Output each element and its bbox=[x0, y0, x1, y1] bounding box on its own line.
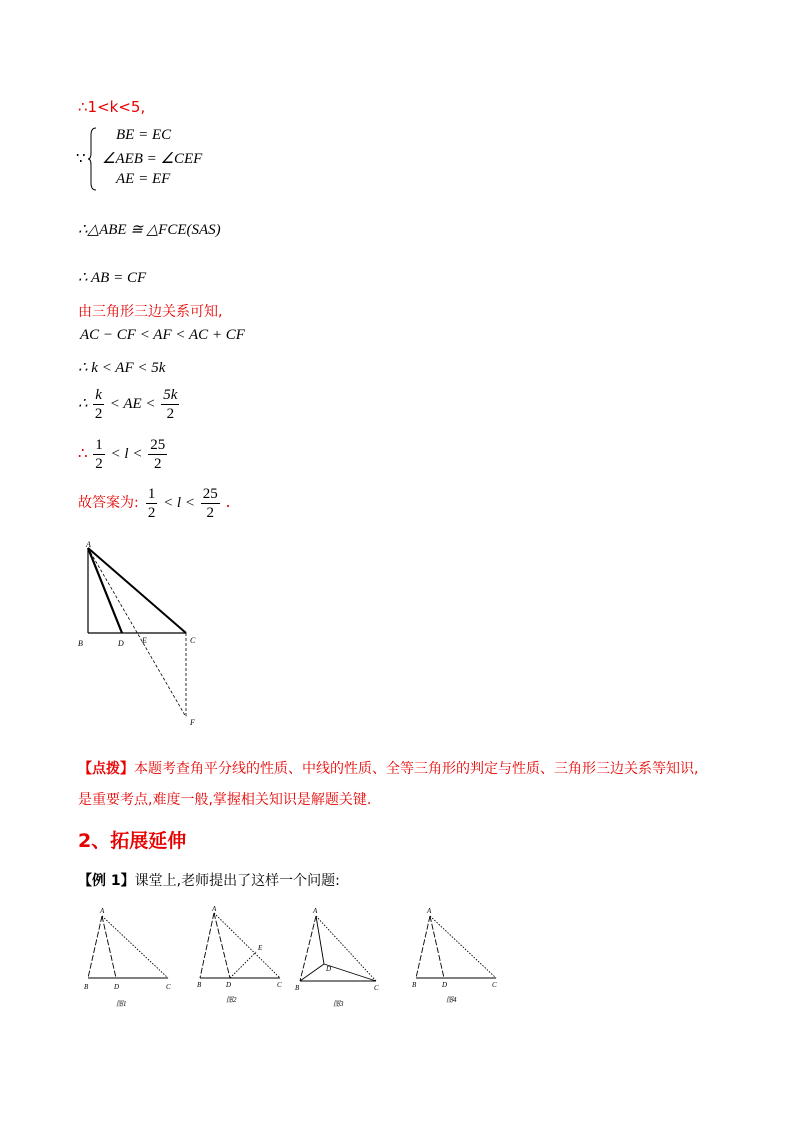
svg-text:C: C bbox=[492, 981, 497, 989]
caption-1: 图1 bbox=[116, 1000, 127, 1008]
inequality-3: ∴ $\frac{k}{2}$ < AE < $\frac{5k}{2}$ bbox=[78, 387, 178, 422]
equation-system bbox=[76, 125, 216, 193]
label-B: B bbox=[78, 639, 83, 648]
section-title: 2、拓展延伸 bbox=[78, 830, 187, 852]
caption-4: 图4 bbox=[446, 996, 457, 1004]
svg-text:A: A bbox=[212, 905, 217, 913]
system-eq-3: AE = EF bbox=[116, 171, 171, 187]
figure-2 bbox=[200, 913, 280, 978]
svg-text:A: A bbox=[427, 907, 432, 915]
svg-text:B: B bbox=[197, 981, 202, 989]
label-C: C bbox=[190, 636, 196, 645]
congruence-line: ∴△ABE ≅ △FCE(SAS) bbox=[78, 222, 221, 238]
figure-4 bbox=[416, 916, 496, 978]
caption-2: 图2 bbox=[226, 996, 237, 1004]
left-brace bbox=[88, 127, 98, 191]
frac-den: 2 bbox=[166, 406, 175, 422]
system-eq-1: BE = EC bbox=[116, 127, 172, 143]
caption-3: 图3 bbox=[333, 1000, 344, 1008]
hint-paragraph-2: 是重要考点,难度一般,掌握相关知识是解题关键. bbox=[78, 792, 372, 808]
figure-3 bbox=[300, 916, 376, 981]
svg-text:D: D bbox=[442, 981, 448, 989]
line-k-range: ∴1<k<5, bbox=[78, 98, 146, 116]
main-triangle-figure bbox=[70, 535, 220, 730]
label-E: E bbox=[142, 636, 147, 645]
inequality-2: ∴ k < AF < 5k bbox=[78, 360, 166, 376]
svg-text:B: B bbox=[412, 981, 417, 989]
because-symbol: ∵ bbox=[76, 151, 86, 167]
system-eq-2: ∠AEB = ∠CEF bbox=[102, 151, 203, 167]
svg-text:C: C bbox=[374, 984, 379, 992]
svg-text:D: D bbox=[226, 981, 232, 989]
label-D: D bbox=[118, 639, 124, 648]
ab-equals-cf: ∴ AB = CF bbox=[78, 270, 147, 286]
svg-text:A: A bbox=[100, 907, 105, 915]
inequality-1: AC − CF < AF < AC + CF bbox=[80, 327, 245, 343]
hint-tag: 【点拨】 bbox=[78, 761, 134, 777]
svg-text:B: B bbox=[295, 984, 300, 992]
svg-text:D: D bbox=[326, 965, 332, 973]
example-line: 【例 1】课堂上,老师提出了这样一个问题: bbox=[78, 873, 340, 889]
svg-text:E: E bbox=[258, 944, 263, 952]
svg-text:B: B bbox=[84, 983, 89, 991]
example-tag: 【例 1】 bbox=[78, 873, 135, 889]
svg-text:D: D bbox=[114, 983, 120, 991]
frac-num: 5k bbox=[163, 387, 178, 403]
frac-num: k bbox=[95, 387, 102, 403]
figure-1 bbox=[88, 916, 168, 978]
label-F: F bbox=[190, 718, 195, 727]
label-A: A bbox=[86, 540, 91, 549]
svg-text:C: C bbox=[166, 983, 171, 991]
frac-den: 2 bbox=[94, 406, 103, 422]
triangle-inequality-note: 由三角形三边关系可知, bbox=[78, 304, 223, 320]
example-figures bbox=[80, 902, 520, 1012]
svg-text:A: A bbox=[313, 907, 318, 915]
inequality-4: ∴ $\frac{1}{2}$ < l < $\frac{25}{2}$ bbox=[78, 437, 166, 472]
answer-line: 故答案为: $\frac{1}{2}$ < l < $\frac{25}{2}$ . bbox=[78, 486, 231, 521]
svg-text:C: C bbox=[277, 981, 282, 989]
hint-paragraph: 【点拨】本题考查角平分线的性质、中线的性质、全等三角形的判定与性质、三角形三边关系等知识, bbox=[78, 761, 699, 777]
